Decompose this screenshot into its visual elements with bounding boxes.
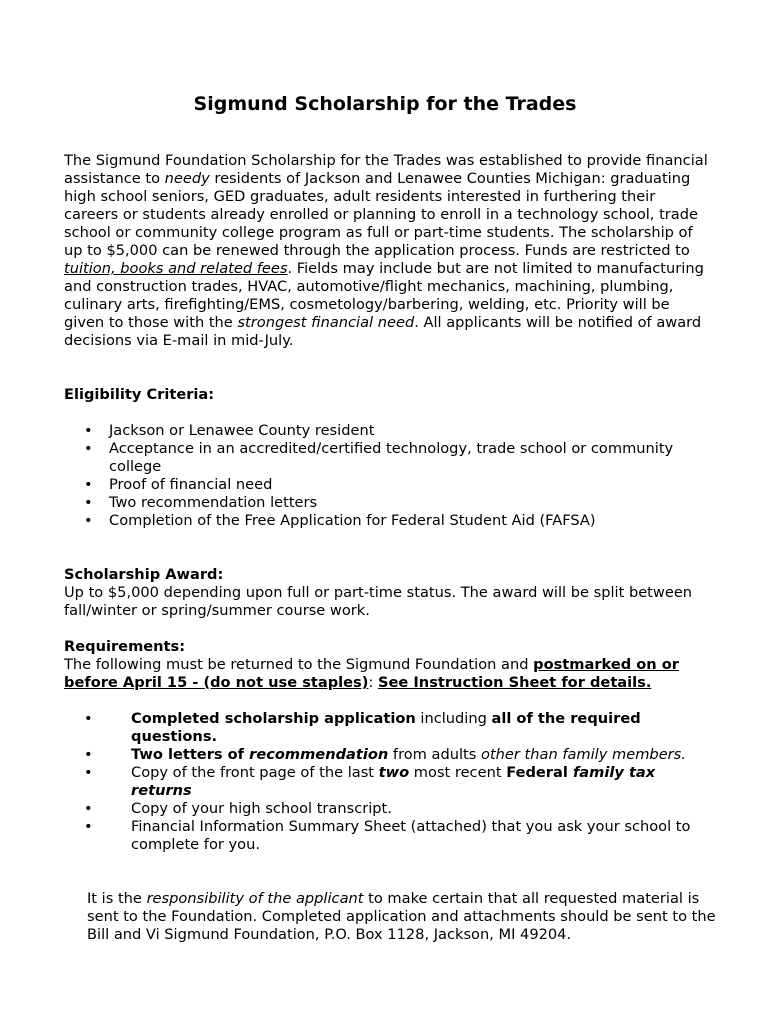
closing-text-2: to make certain that all requested material is sent to the Foundation. Completed application and attachments should be sent to the Bill and Vi Sigmund Foundation, P.O. Box 1128, Jackson, MI 49204.: [87, 890, 716, 943]
page-title: Sigmund Scholarship for the Trades: [193, 93, 577, 115]
intro-text-2: residents of Jackson and Lenawee Counties Michigan: graduating high school seniors, GED graduates, adult residents interested in furthering their careers or students already enrolled or planning to enroll in a technology school, trade school or community college program as full or part-time students. The scholarship of up to $5,000 can be renewed through the application process. Funds are restricted to: [64, 170, 698, 259]
req-item-2-italic: other than family members.: [481, 746, 686, 763]
eligibility-list: [84, 422, 714, 530]
list-item: [84, 476, 714, 494]
list-item: [84, 746, 714, 764]
req-item-2-text: from adults: [388, 746, 482, 763]
eligibility-item: Proof of financial need: [109, 476, 273, 493]
req-item-2-bold-italic: recommendation: [249, 746, 389, 763]
requirements-heading: Requirements:: [64, 638, 186, 655]
intro-text-3: . Fields may include but are not limited to manufacturing and construction trades, HVAC, automotive/flight mechanics, machining, plumbing, culinary arts, firefighting/EMS, cosmetology/barbering, welding, etc. Priority will be given to those with the: [64, 260, 704, 331]
bullet-icon: •: [84, 440, 93, 457]
eligibility-item: Jackson or Lenawee County resident: [109, 422, 375, 439]
bullet-icon: •: [84, 512, 93, 529]
intro-restricted-fees: tuition, books and related fees: [64, 260, 288, 277]
list-item: [84, 710, 714, 746]
list-item: [84, 818, 714, 854]
requirements-list: [84, 710, 714, 854]
postmark-deadline: postmarked on or before April 15 - (do not use staples): [64, 656, 679, 691]
award-text: Up to $5,000 depending upon full or part-time status. The award will be split between fall/winter or spring/summer course work.: [64, 584, 693, 619]
list-item: [84, 422, 714, 440]
req-item-5-text: Financial Information Summary Sheet (attached) that you ask your school to complete for you.: [131, 818, 691, 853]
requirements-text: The following must be returned to the Sigmund Foundation and: [64, 656, 534, 673]
bullet-icon: •: [84, 710, 93, 727]
intro-paragraph: [64, 152, 714, 350]
eligibility-item: Acceptance in an accredited/certified technology, trade school or community college: [109, 440, 674, 475]
list-item: [84, 494, 714, 512]
requirements-colon: :: [368, 674, 378, 691]
req-item-1-text: including: [415, 710, 492, 727]
closing-italic: responsibility of the applicant: [146, 890, 364, 907]
instruction-sheet-note: See Instruction Sheet for details.: [377, 674, 652, 691]
intro-financial-need: strongest financial need: [237, 314, 415, 331]
bullet-icon: •: [84, 800, 93, 817]
req-item-4-text: Copy of your high school transcript.: [131, 800, 392, 817]
list-item: [84, 440, 714, 476]
bullet-icon: •: [84, 746, 93, 763]
bullet-icon: •: [84, 476, 93, 493]
bullet-icon: •: [84, 422, 93, 439]
req-item-3-text-2: most recent: [409, 764, 507, 781]
req-item-3-tax-returns: family tax returns: [131, 764, 656, 799]
award-heading: Scholarship Award:: [64, 566, 224, 583]
bullet-icon: •: [84, 494, 93, 511]
intro-text-1: The Sigmund Foundation Scholarship for the Trades was established to provide financial assistance to: [64, 152, 708, 187]
bullet-icon: •: [84, 818, 93, 835]
eligibility-heading: Eligibility Criteria:: [64, 386, 215, 403]
req-item-1-bold: Completed scholarship application: [131, 710, 416, 727]
requirements-section: [64, 638, 724, 692]
list-item: [84, 800, 714, 818]
req-item-1-bold-2: all of the required questions.: [131, 710, 641, 745]
requirements-intro: [64, 656, 724, 692]
intro-text-4: . All applicants will be notified of award decisions via E-mail in mid-July.: [64, 314, 702, 349]
list-item: [84, 764, 714, 800]
eligibility-item: Two recommendation letters: [109, 494, 318, 511]
req-item-3-two: two: [378, 764, 410, 781]
intro-needy: needy: [164, 170, 210, 187]
req-item-3-federal: Federal: [506, 764, 573, 781]
req-item-2-bold: Two letters of: [131, 746, 250, 763]
req-item-3-text: Copy of the front page of the last: [131, 764, 379, 781]
eligibility-item: Completion of the Free Application for Federal Student Aid (FAFSA): [109, 512, 596, 529]
bullet-icon: •: [84, 764, 93, 781]
list-item: [84, 512, 714, 530]
closing-text-1: It is the: [87, 890, 147, 907]
closing-paragraph: [87, 890, 717, 944]
award-section: [64, 566, 714, 620]
